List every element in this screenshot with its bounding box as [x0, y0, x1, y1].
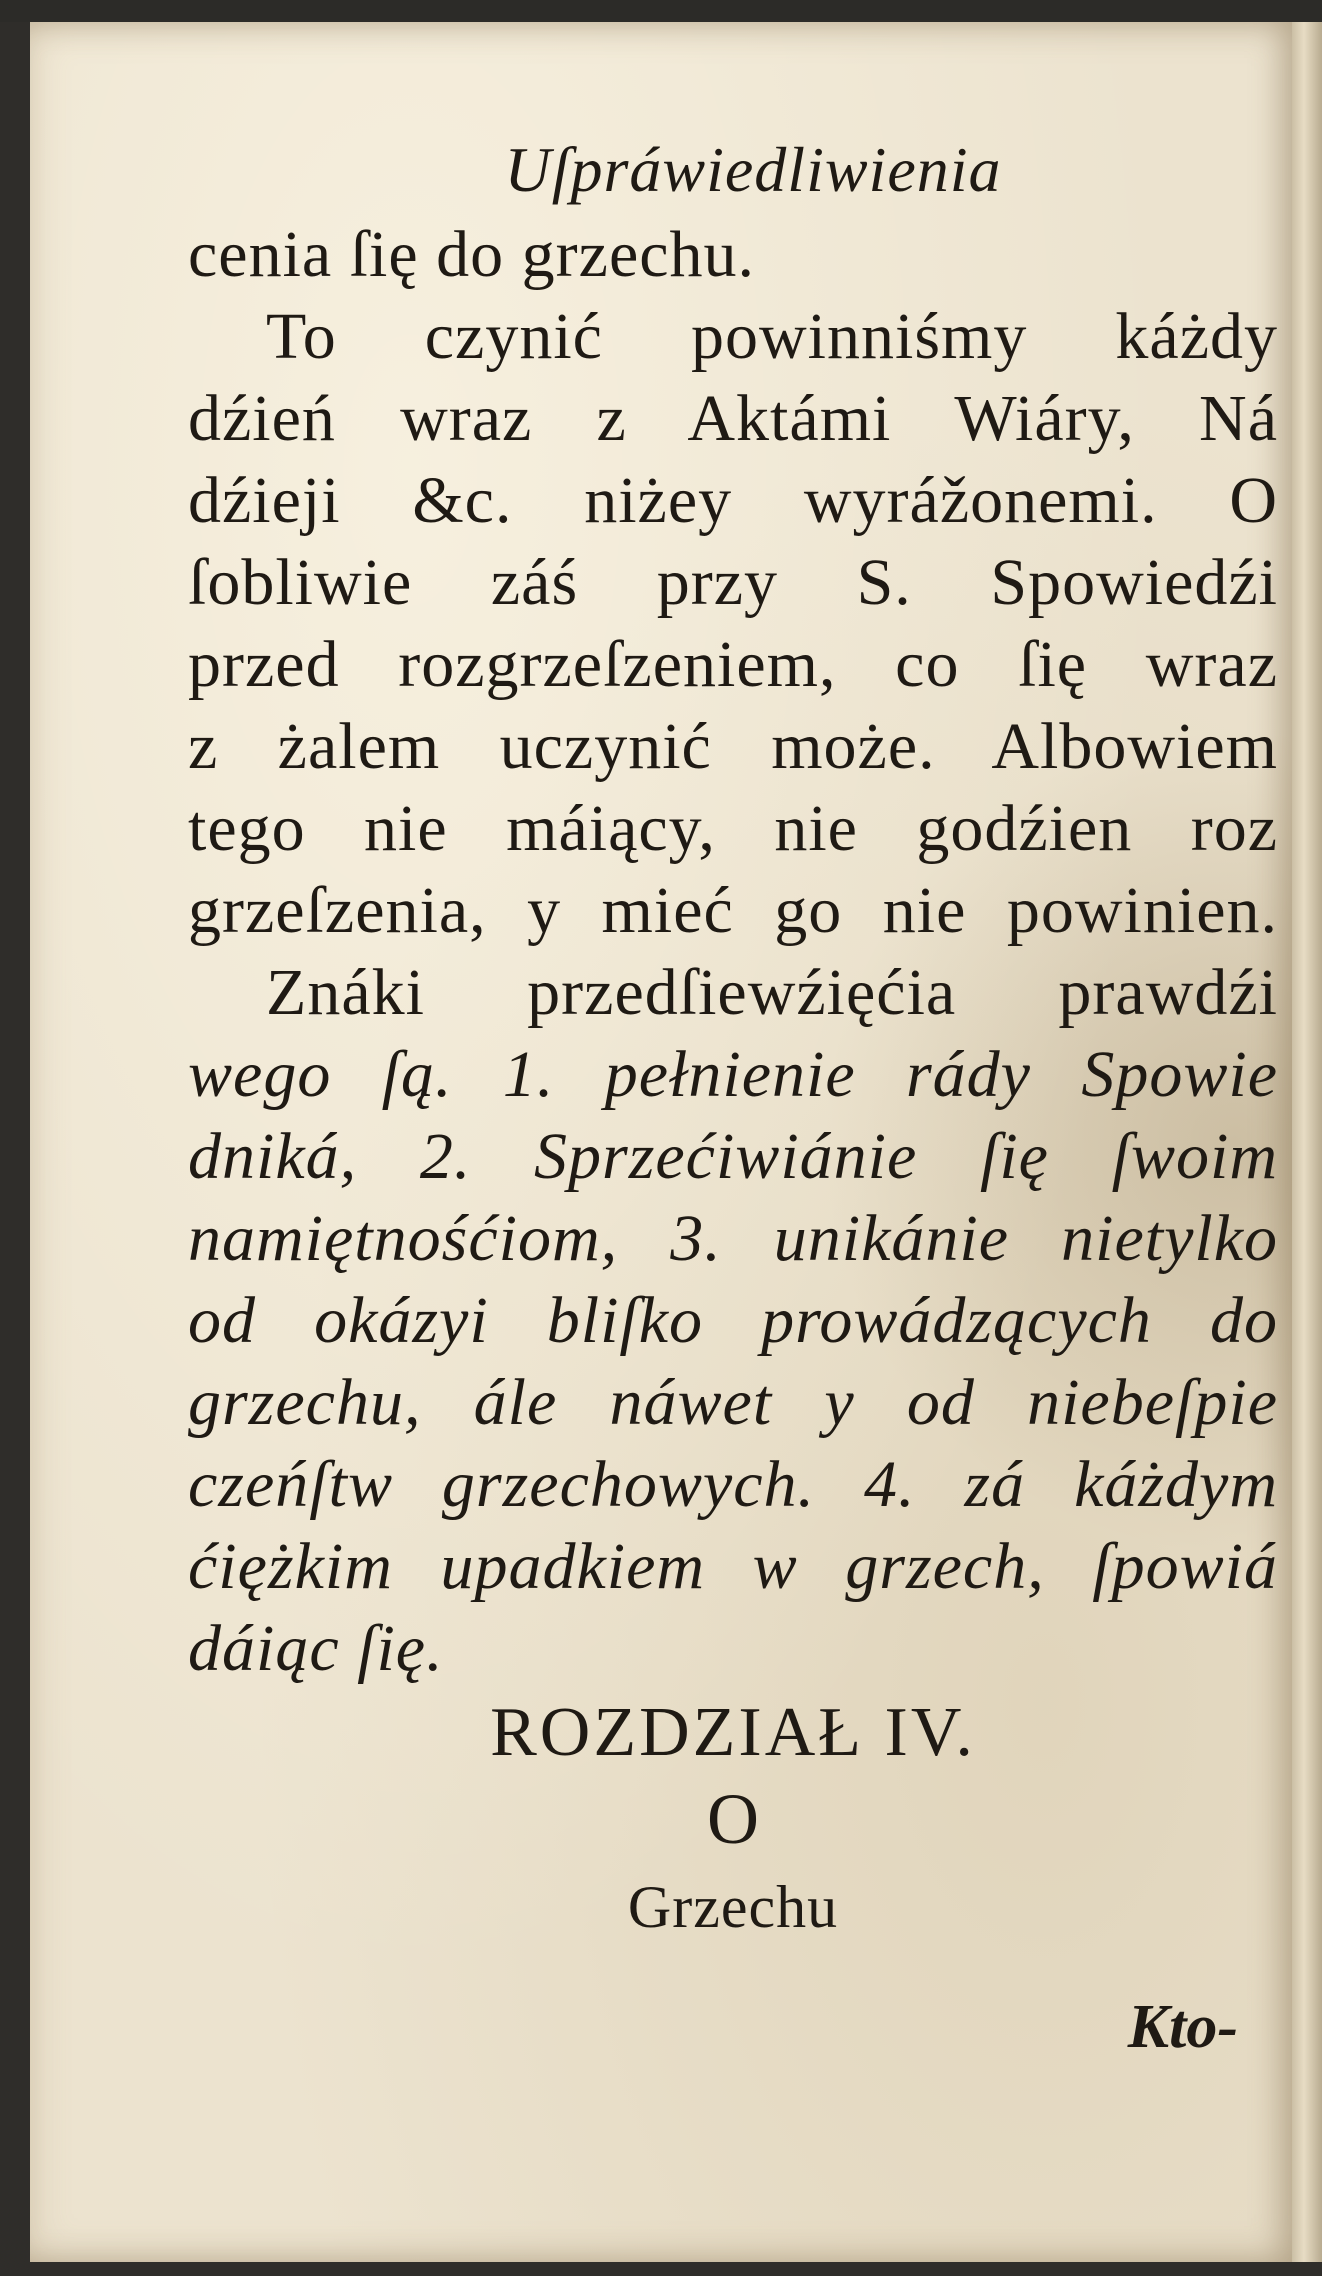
- text-line: grzechu, ále náwet y od niebeſpie: [188, 1366, 1278, 1439]
- text-line: dźieji &c. niżey wyrážonemi. O: [188, 464, 1278, 537]
- text-line: namiętnośćiom, 3. unikánie nietylko: [188, 1202, 1278, 1275]
- text-line: dniká, 2. Sprzećiwiánie ſię ſwoim: [188, 1120, 1278, 1193]
- text-line: To czynić powinniśmy káżdy: [266, 300, 1278, 373]
- text-line: dźień wraz z Aktámi Wiáry, Ná: [188, 382, 1278, 455]
- text-line: czeńſtw grzechowych. 4. zá káżdym: [188, 1448, 1278, 1521]
- text-line: cenia ſię do grzechu.: [188, 218, 756, 291]
- catchword: Kto-: [1127, 1993, 1238, 2061]
- text-line: od okázyi bliſko prowádzących do: [188, 1284, 1278, 1357]
- chapter-heading: ROZDZIAŁ IV.: [490, 1694, 976, 1771]
- text-line: dáiąc ſię.: [188, 1612, 444, 1685]
- scan-top-edge: [0, 0, 1322, 22]
- text-line: wego ſą. 1. pełnienie rády Spowie: [188, 1038, 1278, 1111]
- running-head: Uſpráwiedliwienia: [504, 134, 1002, 205]
- page-text-block: [188, 130, 1278, 2072]
- page-edge-strip: [1292, 22, 1322, 2262]
- text-line: Znáki przedſiewźięćia prawdźi: [266, 956, 1278, 1029]
- text-line: z żalem uczynić może. Albowiem: [188, 710, 1278, 783]
- text-line: grzeſzenia, y mieć go nie powinien.: [188, 874, 1278, 947]
- text-line: ćiężkim upadkiem w grzech, ſpowiá: [188, 1530, 1278, 1603]
- chapter-title-o: O: [707, 1779, 759, 1859]
- text-line: ſobliwie záś przy S. Spowiedźi: [188, 546, 1278, 619]
- chapter-subtitle: Grzechu: [627, 1874, 839, 1940]
- text-line: tego nie máiący, nie godźien roz: [188, 792, 1278, 865]
- text-line: przed rozgrzeſzeniem, co ſię wraz: [188, 628, 1278, 701]
